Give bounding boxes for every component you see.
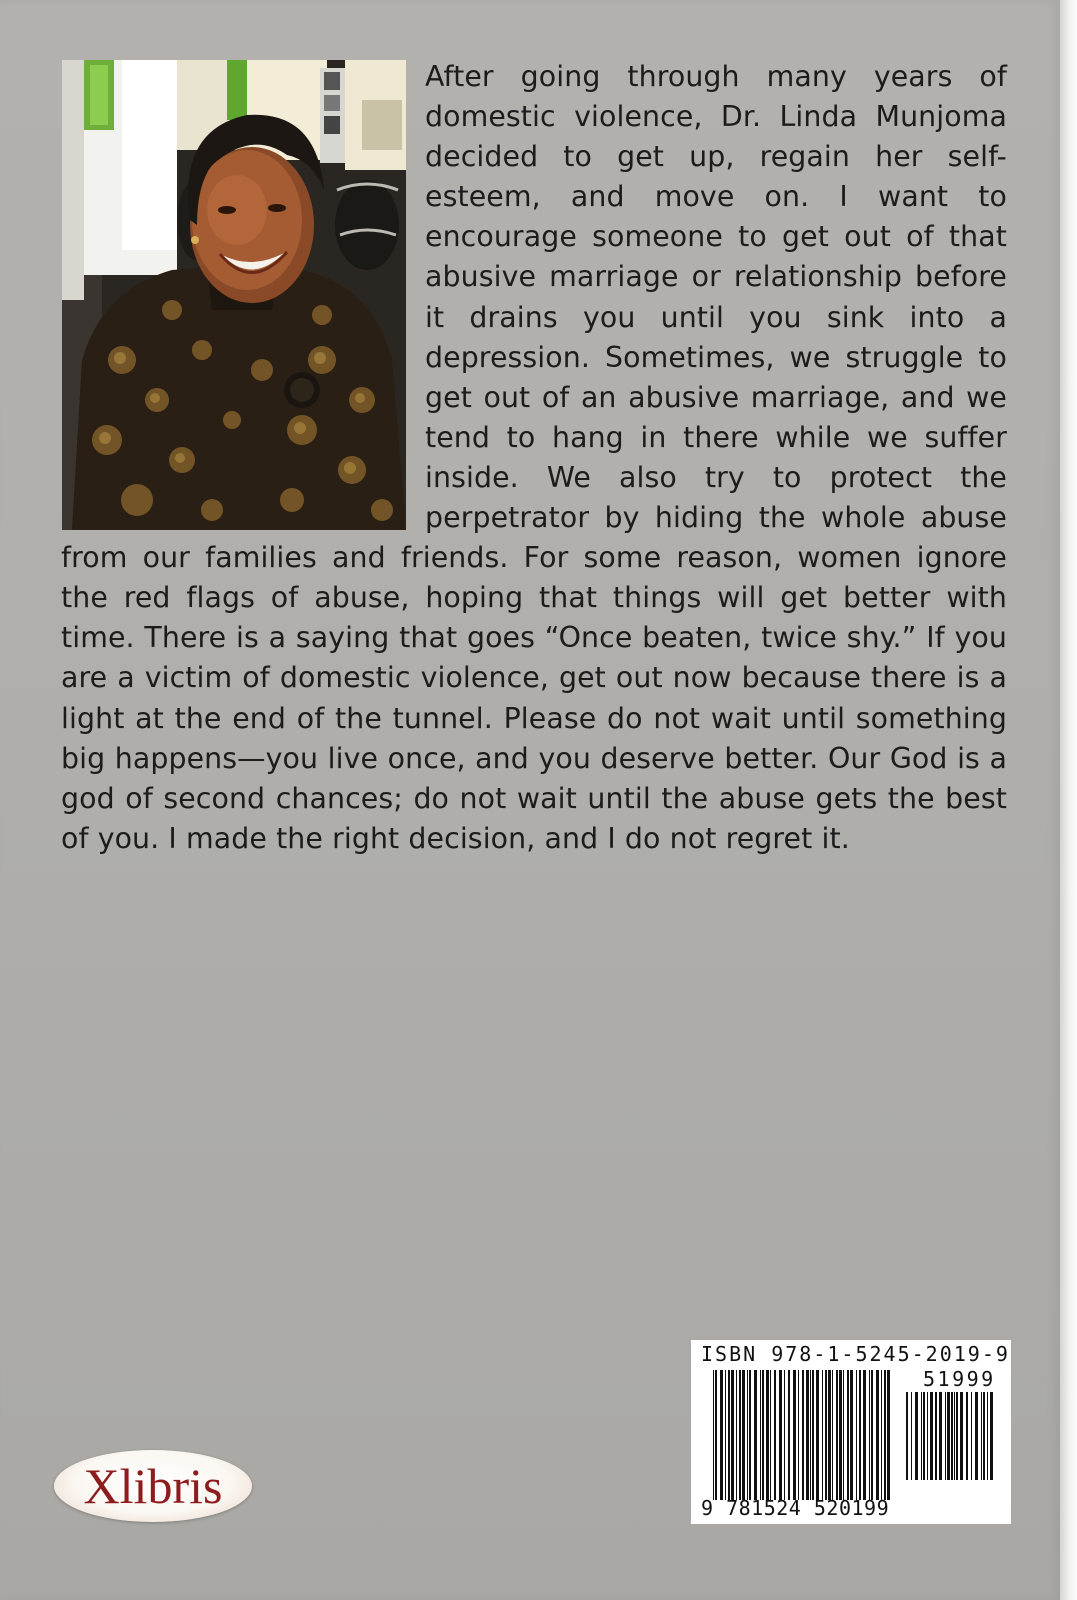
barcode-bar <box>816 1370 819 1500</box>
barcode-bar <box>843 1370 844 1500</box>
barcode-bar <box>832 1370 833 1500</box>
barcode-bar <box>828 1370 831 1500</box>
ean-digits: 9 781524 520199 <box>701 1496 890 1520</box>
blurb-body: After going through many years of domestic violence, Dr. Linda Munjoma decided to get up, regain her self-esteem, and move on. I want to encourage someone to get out of that abusive marriage or relationship before it drains you until you sink into a depression. Sometimes, we struggle to get out of an abusive marriage, and we tend to hang in there while we suffer inside. We also try to protect the perpetrator by hiding the whole abuse from our families and friends. For some reason, women ignore the red flags of abuse, hoping that things will get better with time. There is a saying that goes “Once beaten, twice shy.” If you are a victim of domestic violence, get out now because there is a light at the end of the tunnel. Please do not wait until something big happens—you live once, and you deserve better. Our God is a god of second chances; do not wait until the abuse gets the best of you. I made the right decision, and I do not regret it. <box>61 60 1007 855</box>
barcode-bar <box>839 1370 842 1500</box>
barcode-bar <box>713 1370 714 1500</box>
barcode-bar <box>836 1370 838 1500</box>
barcode-bar <box>859 1370 861 1500</box>
barcode-bar <box>825 1370 827 1500</box>
barcode-bar <box>923 1392 925 1480</box>
isbn-barcode <box>691 1340 1011 1524</box>
barcode-bar <box>983 1392 985 1480</box>
barcode-bar <box>810 1370 811 1500</box>
barcode-bar <box>930 1392 933 1480</box>
barcode-bar <box>850 1370 853 1500</box>
barcode-bar <box>770 1370 771 1500</box>
barcode-bar <box>754 1370 757 1500</box>
barcode-bar <box>881 1370 882 1500</box>
barcode-bar <box>927 1392 928 1480</box>
photo-space <box>61 57 425 533</box>
barcode-bar <box>921 1392 922 1480</box>
barcode-bar <box>956 1392 958 1480</box>
barcode-bar <box>760 1370 761 1500</box>
barcode-bar <box>736 1370 737 1500</box>
barcode-bar <box>945 1392 946 1480</box>
barcode-bar <box>990 1392 993 1480</box>
barcode-bar <box>966 1392 968 1480</box>
publisher-name: Xlibris <box>83 1458 223 1514</box>
barcode-bar <box>728 1370 730 1500</box>
barcode-bar <box>793 1370 796 1500</box>
barcode-bar <box>812 1370 814 1500</box>
barcode-bar <box>884 1370 886 1500</box>
barcode-bar <box>939 1392 942 1480</box>
barcode-bar <box>915 1392 918 1480</box>
blurb-text <box>61 57 1007 859</box>
barcode-bar <box>747 1370 748 1500</box>
barcode-bar <box>779 1370 782 1500</box>
barcode-bar <box>981 1392 982 1480</box>
barcode-bar <box>887 1370 890 1500</box>
barcode-bar <box>742 1370 745 1500</box>
barcode-bar <box>788 1370 790 1500</box>
barcode-bar <box>798 1370 799 1500</box>
barcode-bar <box>935 1392 937 1480</box>
barcode-bar <box>784 1370 785 1500</box>
barcode-bar <box>774 1370 776 1500</box>
barcode-bar <box>806 1370 809 1500</box>
barcode-bar <box>975 1392 978 1480</box>
price-code: 51999 <box>923 1367 996 1391</box>
barcode-bar <box>766 1370 769 1500</box>
publisher-logo <box>54 1450 254 1526</box>
isbn-label: ISBN 978-1-5245-2019-9 <box>701 1342 1010 1366</box>
barcode-bar <box>971 1392 972 1480</box>
barcode-bar <box>749 1370 751 1500</box>
barcode-bar <box>847 1370 849 1500</box>
barcode-bar <box>715 1370 717 1500</box>
barcode-bar <box>951 1392 953 1480</box>
barcode-bar <box>871 1370 873 1500</box>
barcode-bar <box>802 1370 804 1500</box>
page-edge <box>1060 0 1077 1600</box>
barcode-bar <box>863 1370 866 1500</box>
barcode-bar <box>822 1370 823 1500</box>
barcode-bar <box>739 1370 741 1500</box>
barcode-bar <box>856 1370 857 1500</box>
barcode-bar <box>906 1392 908 1480</box>
barcode-bar <box>869 1370 870 1500</box>
barcode-bar <box>960 1392 963 1480</box>
barcode-bar <box>731 1370 734 1500</box>
barcode-bar <box>954 1392 955 1480</box>
barcode-bar <box>720 1370 723 1500</box>
barcode-bar <box>911 1392 912 1480</box>
barcode-bar <box>762 1370 764 1500</box>
barcode-bar <box>725 1370 726 1500</box>
barcode-bar <box>876 1370 879 1500</box>
barcode-bar <box>987 1392 988 1480</box>
barcode-bar <box>947 1392 950 1480</box>
